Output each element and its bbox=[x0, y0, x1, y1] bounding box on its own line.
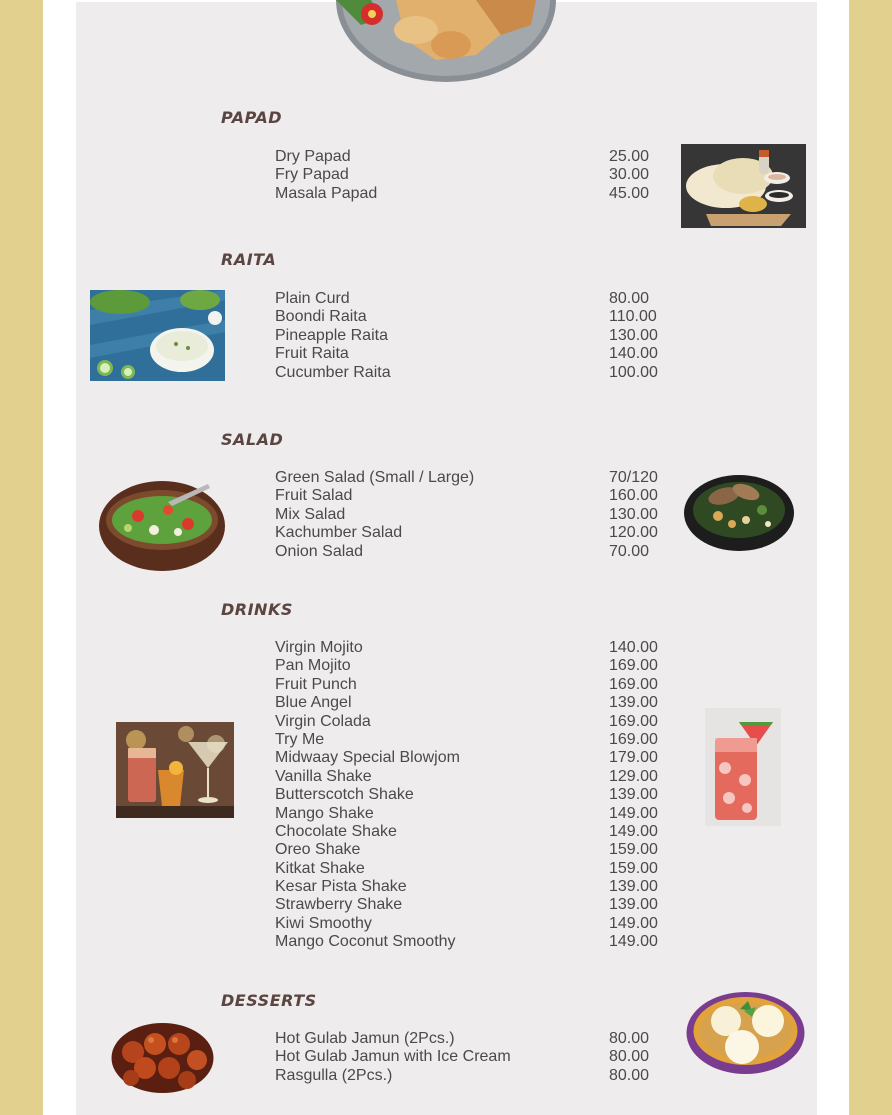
item-price: 130.00 bbox=[609, 326, 658, 344]
raita-image bbox=[90, 290, 225, 381]
item-name: Virgin Mojito bbox=[275, 639, 363, 656]
item-price: 169.00 bbox=[609, 730, 658, 748]
menu-item-row bbox=[275, 524, 675, 542]
right-border-strip bbox=[849, 0, 892, 1115]
papad-item-list bbox=[275, 148, 675, 203]
item-name: Boondi Raita bbox=[275, 308, 367, 326]
salad-bowl-image bbox=[98, 480, 226, 572]
menu-item-row bbox=[275, 185, 675, 203]
cocktails-image bbox=[116, 722, 234, 818]
menu-item-row bbox=[275, 933, 675, 951]
item-price: 169.00 bbox=[609, 675, 658, 693]
item-price: 179.00 bbox=[609, 749, 658, 767]
item-price: 25.00 bbox=[609, 148, 650, 165]
item-price: 139.00 bbox=[609, 896, 658, 914]
item-price: 130.00 bbox=[609, 505, 658, 523]
item-price: 80.00 bbox=[609, 1030, 650, 1047]
grilled-salad-bowl-image bbox=[684, 474, 794, 552]
item-name: Hot Gulab Jamun (2Pcs.) bbox=[275, 1030, 455, 1047]
item-price: 149.00 bbox=[609, 914, 658, 932]
item-name: Cucumber Raita bbox=[275, 363, 391, 381]
menu-item-row bbox=[275, 345, 675, 363]
menu-item-row bbox=[275, 805, 675, 823]
item-name: Fruit Salad bbox=[275, 487, 353, 505]
menu-item-row bbox=[275, 543, 675, 561]
grilled-chicken-plate-image bbox=[336, 0, 556, 86]
item-name: Try Me bbox=[275, 730, 325, 748]
rasgulla-bowl-image bbox=[686, 991, 805, 1075]
menu-item-row bbox=[275, 1030, 675, 1048]
menu-item-row bbox=[275, 731, 675, 749]
desserts-item-list bbox=[275, 1030, 675, 1085]
menu-item-row bbox=[275, 823, 675, 841]
section-title-drinks: DRINKS bbox=[221, 600, 293, 619]
raita-item-list bbox=[275, 290, 675, 382]
menu-item-row bbox=[275, 786, 675, 804]
menu-item-row bbox=[275, 860, 675, 878]
item-price: 149.00 bbox=[609, 822, 658, 840]
item-price: 169.00 bbox=[609, 712, 658, 730]
item-name: Oreo Shake bbox=[275, 841, 361, 859]
item-price: 149.00 bbox=[609, 804, 658, 822]
item-price: 120.00 bbox=[609, 524, 658, 542]
menu-item-row bbox=[275, 1067, 675, 1085]
menu-item-row bbox=[275, 327, 675, 345]
item-name: Hot Gulab Jamun with Ice Cream bbox=[275, 1048, 511, 1066]
drinks-item-list bbox=[275, 639, 675, 952]
item-price: 129.00 bbox=[609, 767, 658, 785]
menu-item-row bbox=[275, 749, 675, 767]
item-price: 80.00 bbox=[609, 290, 650, 307]
menu-item-row bbox=[275, 1048, 675, 1066]
menu-item-row bbox=[275, 308, 675, 326]
item-price: 139.00 bbox=[609, 786, 658, 804]
item-name: Onion Salad bbox=[275, 542, 364, 560]
menu-item-row bbox=[275, 148, 675, 166]
menu-item-row bbox=[275, 506, 675, 524]
menu-item-row bbox=[275, 694, 675, 712]
section-title-salad: SALAD bbox=[221, 430, 284, 449]
section-title-papad: PAPAD bbox=[221, 108, 283, 127]
item-price: 160.00 bbox=[609, 487, 658, 505]
menu-item-row bbox=[275, 676, 675, 694]
menu-item-row bbox=[275, 841, 675, 859]
item-name: Fry Papad bbox=[275, 166, 349, 184]
item-price: 80.00 bbox=[609, 1066, 650, 1084]
item-price: 70/120 bbox=[609, 469, 658, 486]
item-price: 149.00 bbox=[609, 933, 658, 951]
menu-item-row bbox=[275, 768, 675, 786]
item-price: 110.00 bbox=[609, 308, 657, 326]
item-price: 159.00 bbox=[609, 859, 658, 877]
gulab-jamun-image bbox=[111, 1022, 214, 1094]
item-name: Virgin Colada bbox=[275, 712, 371, 730]
item-name: Fruit Raita bbox=[275, 345, 349, 363]
papad-image bbox=[681, 144, 806, 228]
item-name: Strawberry Shake bbox=[275, 896, 403, 914]
item-name: Butterscotch Shake bbox=[275, 786, 414, 804]
item-price: 30.00 bbox=[609, 166, 650, 184]
watermelon-drink-image bbox=[705, 708, 781, 826]
item-price: 70.00 bbox=[609, 542, 650, 560]
item-name: Chocolate Shake bbox=[275, 822, 397, 840]
left-border-strip bbox=[0, 0, 43, 1115]
item-name: Plain Curd bbox=[275, 290, 350, 307]
item-price: 45.00 bbox=[609, 184, 650, 202]
menu-item-row bbox=[275, 657, 675, 675]
menu-item-row bbox=[275, 290, 675, 308]
item-price: 169.00 bbox=[609, 657, 658, 675]
item-name: Kitkat Shake bbox=[275, 859, 365, 877]
item-name: Rasgulla (2Pcs.) bbox=[275, 1066, 393, 1084]
menu-item-row bbox=[275, 469, 675, 487]
menu-item-row bbox=[275, 166, 675, 184]
item-price: 140.00 bbox=[609, 345, 658, 363]
item-price: 100.00 bbox=[609, 363, 658, 381]
item-name: Green Salad (Small / Large) bbox=[275, 469, 475, 486]
item-name: Dry Papad bbox=[275, 148, 351, 165]
menu-item-row bbox=[275, 487, 675, 505]
item-name: Blue Angel bbox=[275, 694, 352, 712]
menu-item-row bbox=[275, 364, 675, 382]
item-name: Kesar Pista Shake bbox=[275, 878, 407, 896]
item-price: 139.00 bbox=[609, 694, 658, 712]
item-name: Fruit Punch bbox=[275, 675, 357, 693]
item-name: Kachumber Salad bbox=[275, 524, 403, 542]
menu-item-row bbox=[275, 713, 675, 731]
item-name: Mix Salad bbox=[275, 505, 346, 523]
item-name: Vanilla Shake bbox=[275, 767, 372, 785]
item-name: Masala Papad bbox=[275, 184, 378, 202]
item-name: Mango Coconut Smoothy bbox=[275, 933, 456, 951]
item-price: 159.00 bbox=[609, 841, 658, 859]
item-name: Mango Shake bbox=[275, 804, 374, 822]
menu-item-row bbox=[275, 915, 675, 933]
section-title-desserts: DESSERTS bbox=[221, 991, 317, 1010]
item-price: 139.00 bbox=[609, 878, 658, 896]
item-name: Pineapple Raita bbox=[275, 326, 388, 344]
item-name: Midwaay Special Blowjom bbox=[275, 749, 460, 767]
item-price: 140.00 bbox=[609, 639, 658, 656]
salad-item-list bbox=[275, 469, 675, 561]
item-name: Pan Mojito bbox=[275, 657, 351, 675]
menu-item-row bbox=[275, 878, 675, 896]
menu-item-row bbox=[275, 639, 675, 657]
item-price: 80.00 bbox=[609, 1048, 650, 1066]
section-title-raita: RAITA bbox=[221, 250, 277, 269]
item-name: Kiwi Smoothy bbox=[275, 914, 372, 932]
menu-item-row bbox=[275, 896, 675, 914]
